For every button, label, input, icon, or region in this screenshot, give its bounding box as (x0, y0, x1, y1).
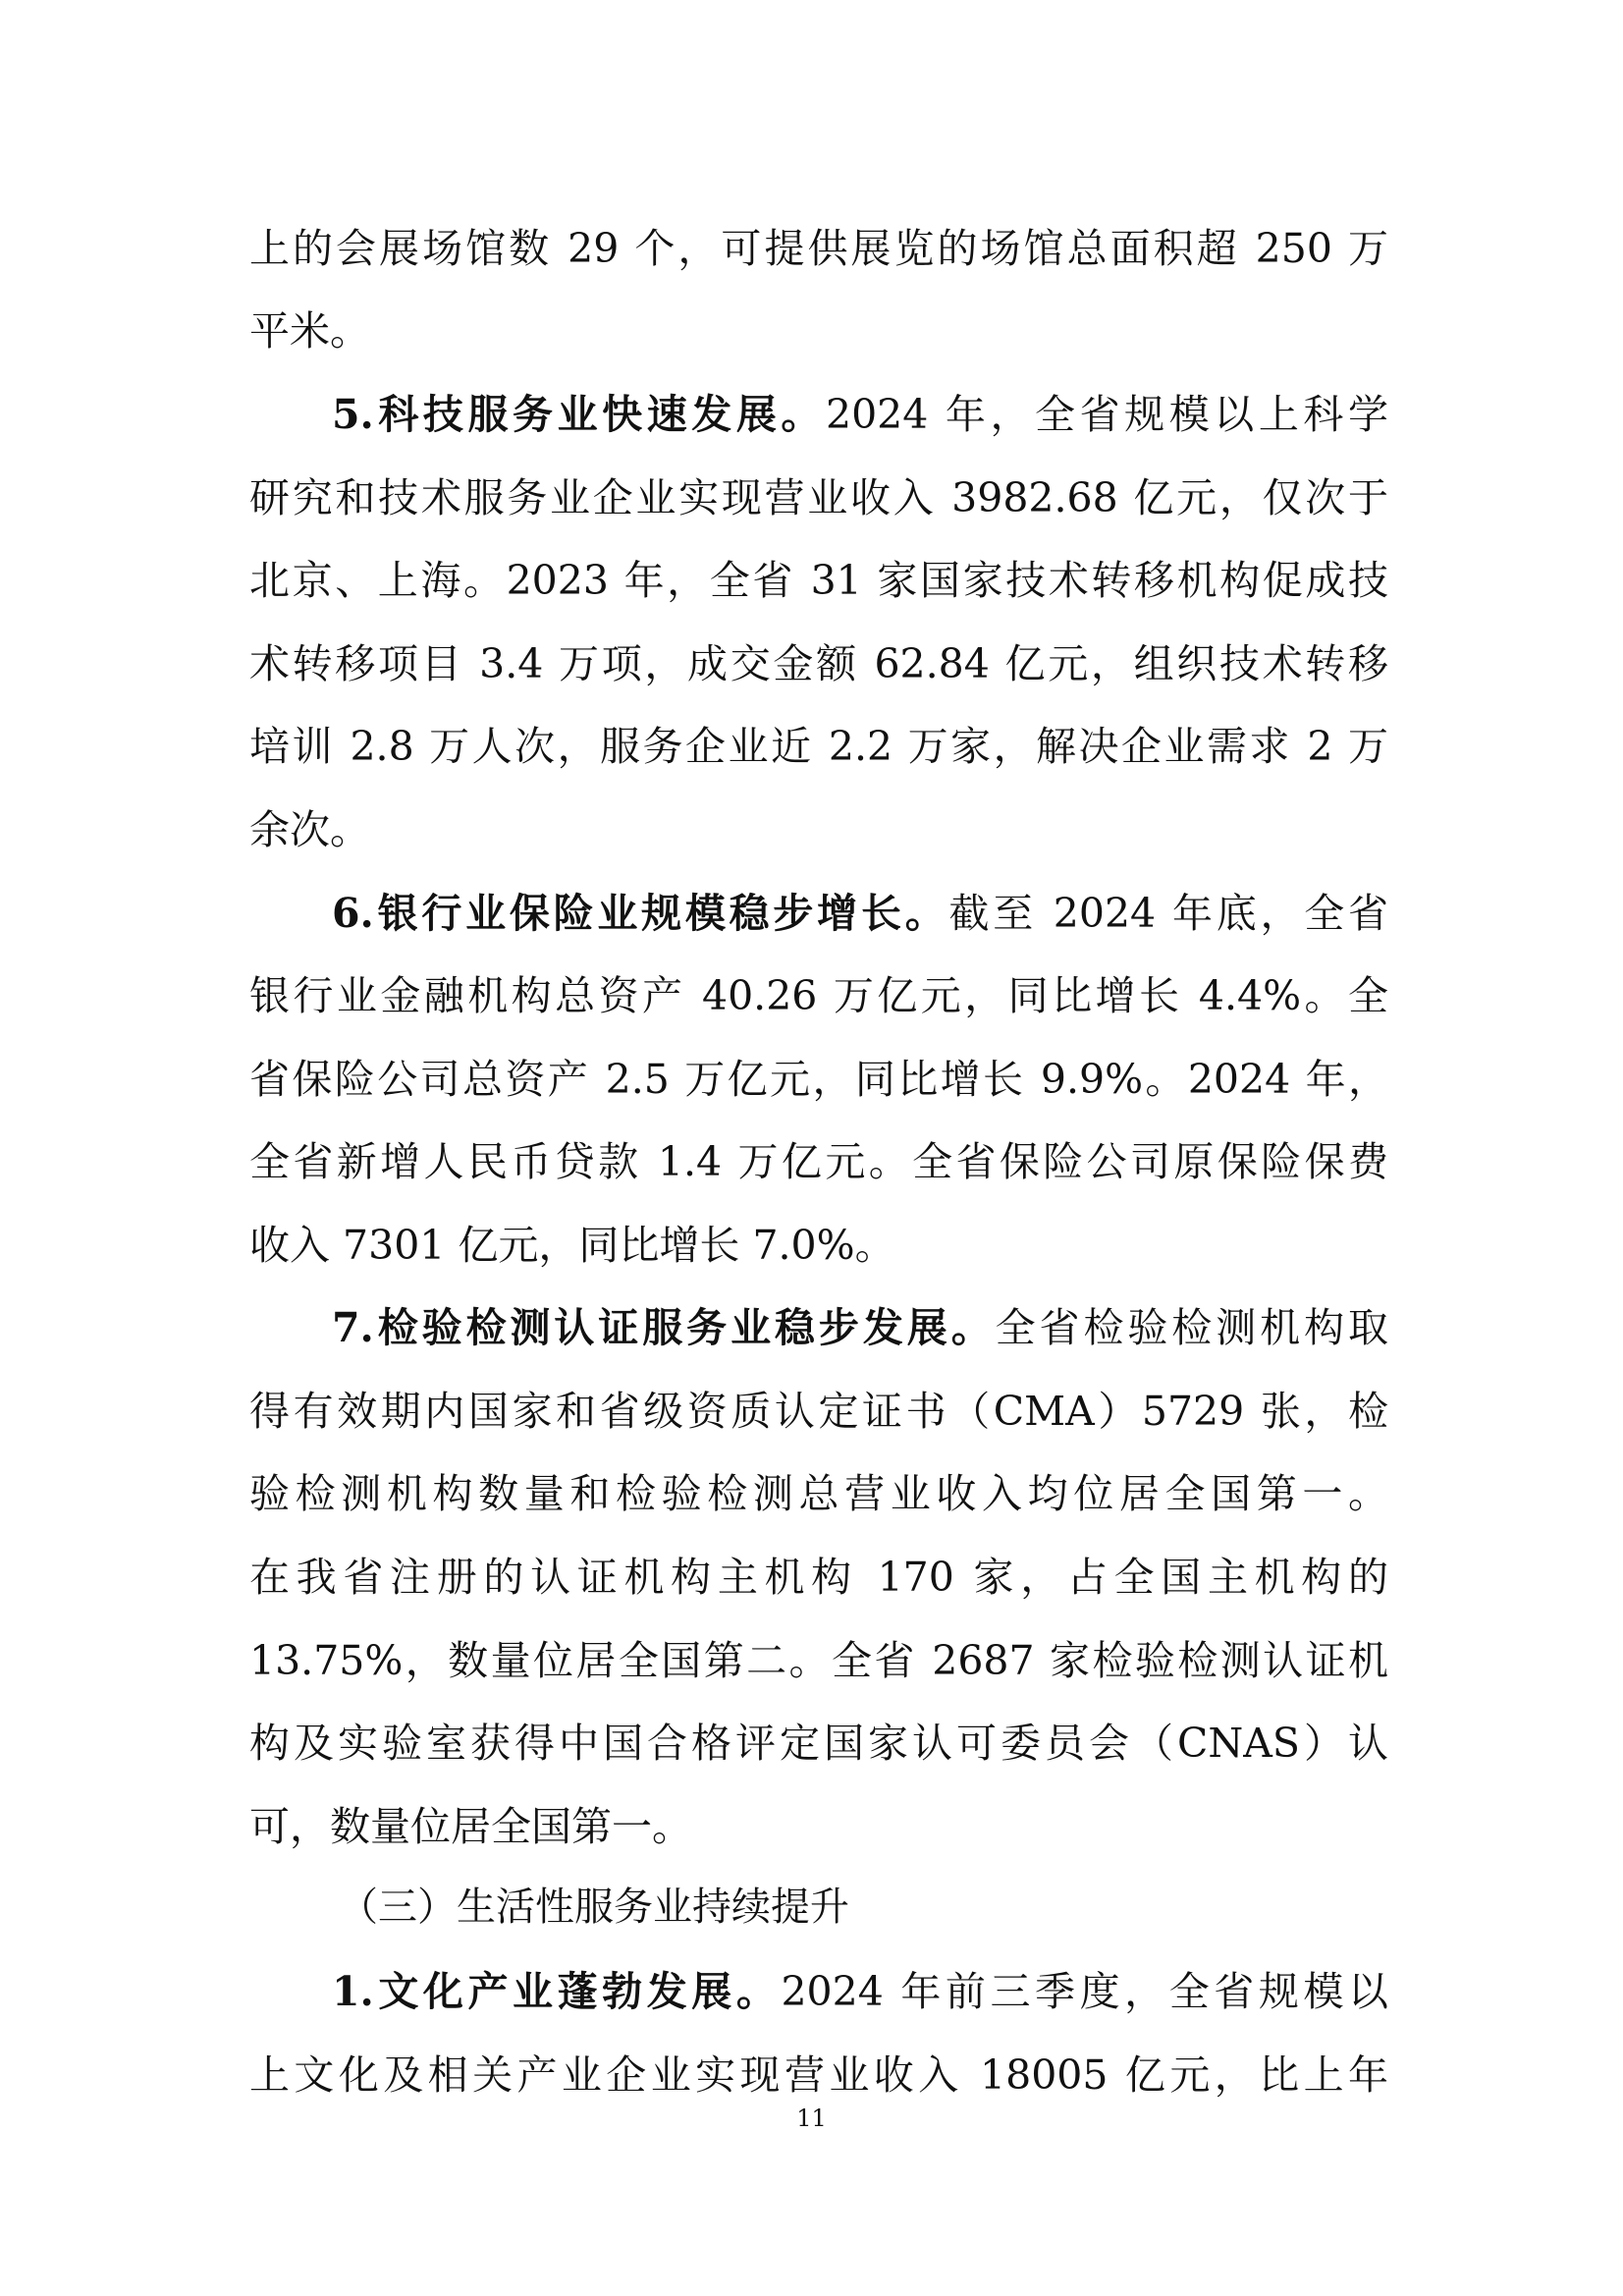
paragraph-line: 余次。 (249, 806, 370, 853)
paragraph-line: 术转移项目 3.4 万项，成交金额 62.84 亿元，组织技术转移 (249, 640, 1388, 687)
paragraph-line: 可，数量位居全国第一。 (249, 1803, 692, 1850)
paragraph-line: 6.银行业保险业规模稳步增长。截至 2024 年底，全省 (332, 890, 1388, 937)
page-number: 11 (796, 2105, 827, 2132)
paragraph-line: 培训 2.8 万人次，服务企业近 2.2 万家，解决企业需求 2 万 (249, 723, 1388, 770)
paragraph-line: 研究和技术服务业企业实现营业收入 3982.68 亿元，仅次于 (249, 474, 1388, 521)
paragraph-line: 在我省注册的认证机构主机构 170 家，占全国主机构的 (249, 1554, 1388, 1601)
paragraph-line: 上的会展场馆数 29 个，可提供展览的场馆总面积超 250 万 (249, 225, 1388, 272)
section-lead: 6.银行业保险业规模稳步增长。 (332, 890, 949, 937)
paragraph-line: 13.75%，数量位居全国第二。全省 2687 家检验检测认证机 (249, 1637, 1388, 1684)
section-lead: 5.科技服务业快速发展。 (332, 391, 826, 438)
paragraph-line: 7.检验检测认证服务业稳步发展。全省检验检测机构取 (332, 1304, 1388, 1351)
paragraph-line: 全省新增人民币贷款 1.4 万亿元。全省保险公司原保险保费 (249, 1138, 1388, 1185)
paragraph-line: 收入 7301 亿元，同比增长 7.0%。 (249, 1222, 895, 1269)
paragraph-line: 5.科技服务业快速发展。2024 年，全省规模以上科学 (332, 391, 1388, 438)
paragraph-line: 构及实验室获得中国合格评定国家认可委员会（CNAS）认 (249, 1720, 1388, 1767)
paragraph-line: 验检测机构数量和检验检测总营业收入均位居全国第一。 (249, 1470, 1388, 1517)
paragraph-line: 银行业金融机构总资产 40.26 万亿元，同比增长 4.4%。全 (249, 972, 1388, 1019)
section-lead: 7.检验检测认证服务业稳步发展。 (332, 1304, 996, 1351)
section-heading: （三）生活性服务业持续提升 (339, 1885, 849, 1930)
paragraph-line: 1.文化产业蓬勃发展。2024 年前三季度，全省规模以 (332, 1968, 1388, 2015)
paragraph-line: 平米。 (249, 307, 370, 355)
paragraph-line: 省保险公司总资产 2.5 万亿元，同比增长 9.9%。2024 年， (249, 1056, 1388, 1103)
paragraph-line: 北京、上海。2023 年，全省 31 家国家技术转移机构促成技 (249, 557, 1388, 604)
paragraph-line: 上文化及相关产业企业实现营业收入 18005 亿元，比上年 (249, 2051, 1388, 2099)
section-lead: 1.文化产业蓬勃发展。 (332, 1968, 782, 2015)
paragraph-line: 得有效期内国家和省级资质认定证书（CMA）5729 张，检 (249, 1388, 1388, 1435)
